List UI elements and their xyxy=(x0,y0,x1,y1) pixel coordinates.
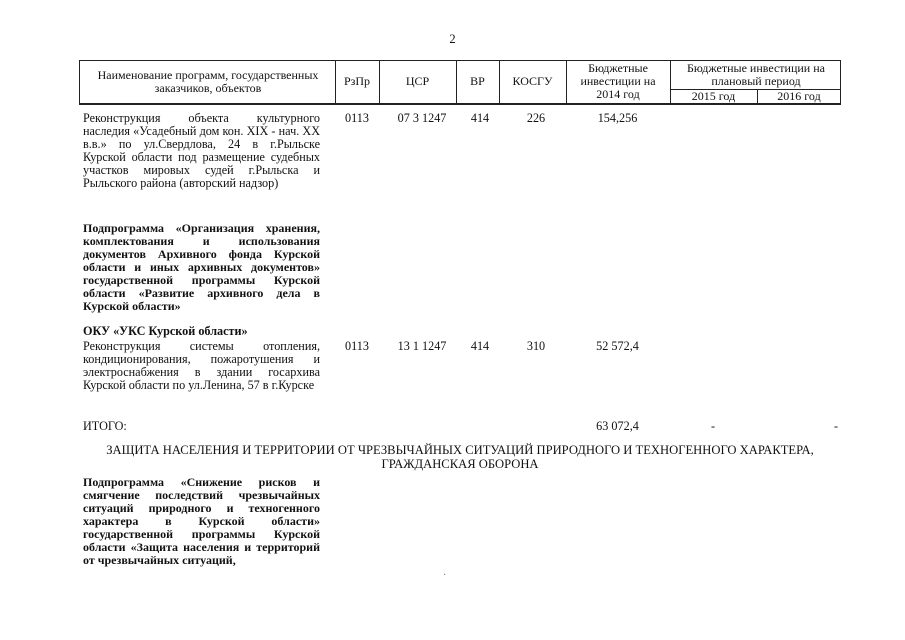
total-sum-2014: 63 072,4 xyxy=(596,419,639,433)
row-2-vr: 414 xyxy=(470,339,490,353)
header-invest-2014: Бюджетные инвестиции на 2014 год xyxy=(580,61,656,101)
header-csr: ЦСР xyxy=(405,74,430,88)
header-vr: ВР xyxy=(470,74,485,88)
subprogram-emergency-title: Подпрограмма «Снижение рисков и смягчение последствий чрезвычайных ситуаций природного и техногенного характера в Курской области» государственной программы Курской области «Защита населения и территорий от чрезвычайных ситуаций, xyxy=(83,475,320,567)
row-2-kosgu: 310 xyxy=(526,339,546,353)
row-2-rzpr: 0113 xyxy=(345,339,369,353)
total-label: ИТОГО: xyxy=(83,419,127,433)
subprogram-archive-title: Подпрограмма «Организация хранения, комплектования и использования документов Архивного фонда Курской области и иных архивных документов» государственной программы Курской области «Развитие архивного дела в Курской области» xyxy=(83,221,320,313)
header-year-2015: 2015 год xyxy=(691,89,736,103)
row-1-kosgu: 226 xyxy=(526,111,546,125)
header-year-2016: 2016 год xyxy=(777,89,821,103)
row-2-description: Реконструкция системы отопления, кондиционирования, пожаротушения и электроснабжения в здании госархива Курской области по ул.Ленина, 57 в г.Курске xyxy=(83,339,320,392)
customer-label xyxy=(83,325,320,338)
header-kosgu: КОСГУ xyxy=(512,74,553,88)
row-2-sum-2014: 52 572,4 xyxy=(596,339,639,353)
row-1-csr: 07 3 1247 xyxy=(397,111,447,125)
row-1-vr: 414 xyxy=(470,111,490,125)
row-1-rzpr: 0113 xyxy=(345,111,369,125)
header-rzpr: РзПр xyxy=(343,74,371,88)
page-number: 2 xyxy=(449,32,456,46)
total-sum-2015: - xyxy=(710,419,716,433)
row-1-sum-2014: 154,256 xyxy=(597,111,638,125)
header-name: Наименование программ, государственных заказчиков, объектов xyxy=(97,67,319,95)
total-sum-2016: - xyxy=(833,419,838,433)
customer-name: ОКУ «УКС Курской области» xyxy=(83,324,248,338)
header-invest-period: Бюджетные инвестиции на плановый период xyxy=(687,60,825,88)
scan-speck: · xyxy=(443,570,447,581)
section-title: ЗАЩИТА НАСЕЛЕНИЯ И ТЕРРИТОРИИ ОТ ЧРЕЗВЫЧАЙНЫХ СИТУАЦИЙ ПРИРОДНОГО И ТЕХНОГЕННОГО ХАРАКТЕРА, ГРАЖДАНСКАЯ ОБОРОНА xyxy=(106,443,814,471)
row-2-csr: 13 1 1247 xyxy=(397,339,447,353)
table-header xyxy=(79,60,841,104)
row-1-description: Реконструкция объекта культурного наследия «Усадебный дом кон. XIX - нач. XX в.в.» по ул.Свердлова, 24 в г.Рыльске Курской области под размещение судебных участков мировых судей г.Рыльска и Рыльского района (авторский надзор) xyxy=(83,111,320,190)
